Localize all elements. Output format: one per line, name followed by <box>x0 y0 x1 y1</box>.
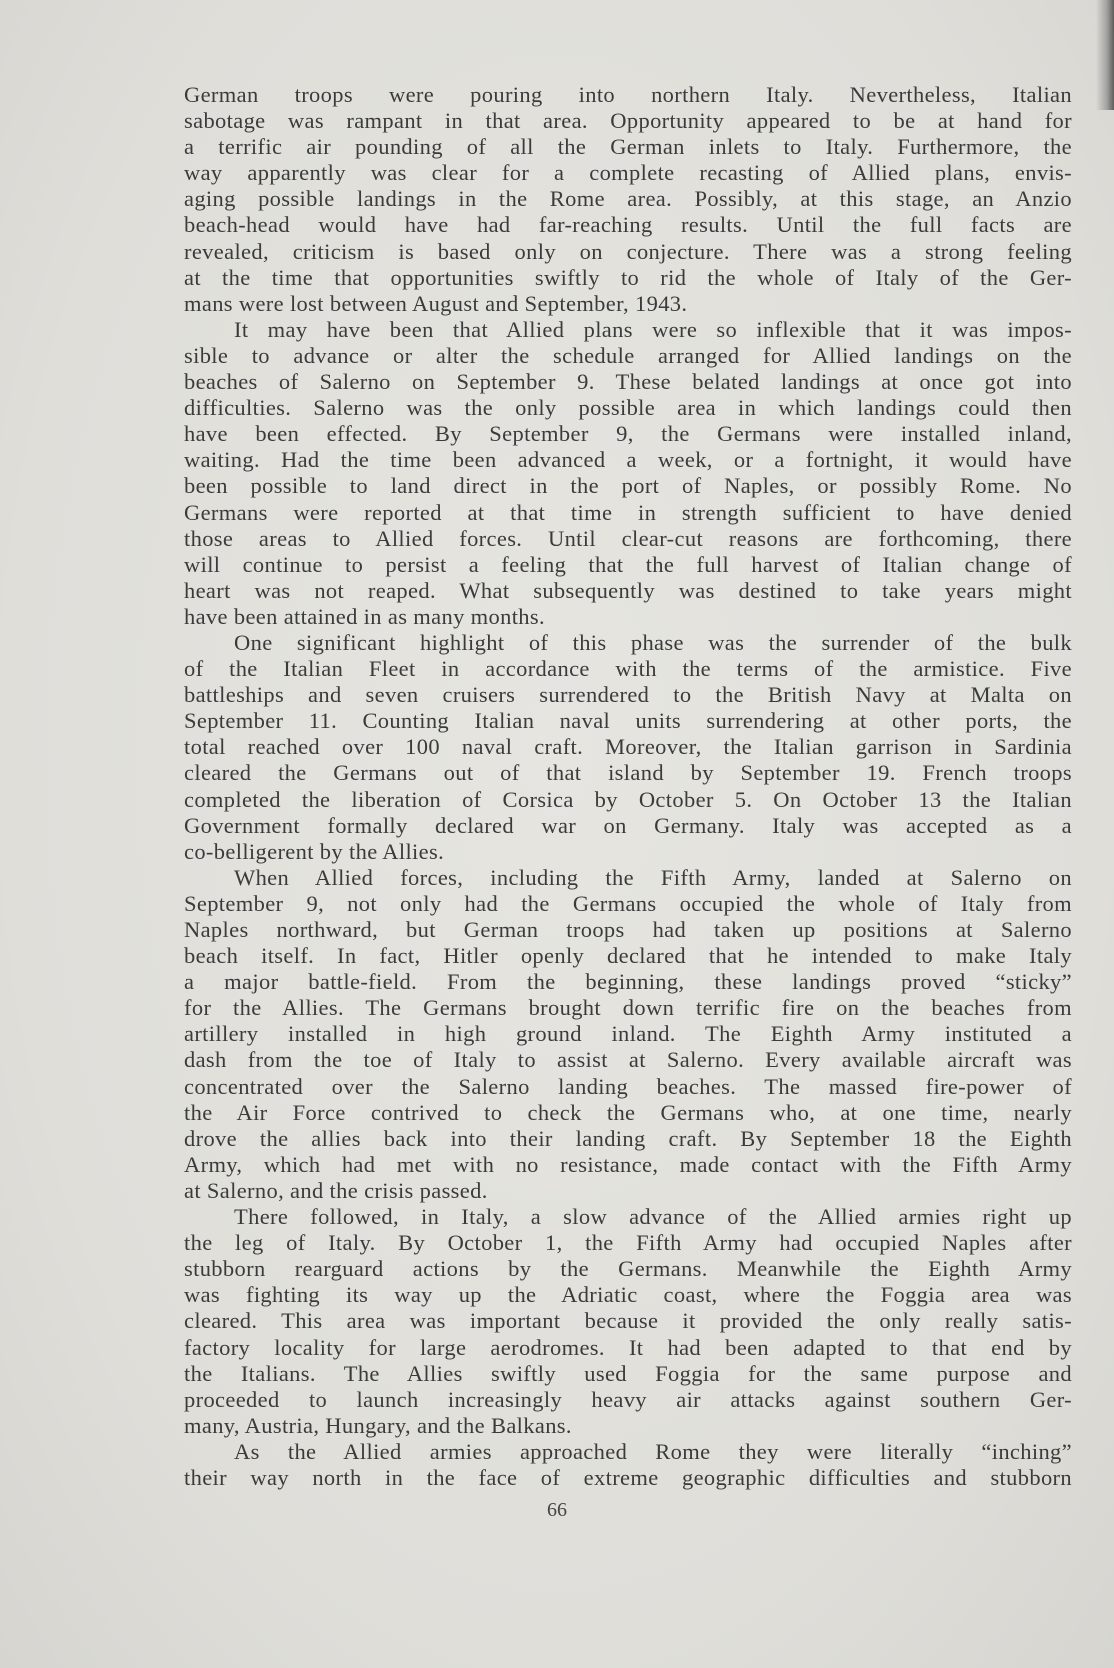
text-line: for the Allies. The Germans brought down terrific fire on the beaches from <box>184 995 1072 1021</box>
text-line: the leg of Italy. By October 1, the Fifth Army had occupied Naples after <box>184 1230 1072 1256</box>
text-line: aging possible landings in the Rome area. Possibly, at this stage, an Anzio <box>184 186 1072 212</box>
text-line: way apparently was clear for a complete recasting of Allied plans, envis- <box>184 160 1072 186</box>
text-line: those areas to Allied forces. Until clear-cut reasons are forthcoming, there <box>184 525 1072 551</box>
text-line: dash from the toe of Italy to assist at Salerno. Every available aircraft was <box>184 1047 1072 1073</box>
text-line: revealed, criticism is based only on conjecture. There was a strong feeling <box>184 238 1072 264</box>
page-number: 66 <box>547 1499 567 1521</box>
text-line: waiting. Had the time been advanced a week, or a fortnight, it would have <box>184 447 1072 473</box>
text-line: Government formally declared war on Germany. Italy was accepted as a <box>184 812 1072 838</box>
text-line: completed the liberation of Corsica by October 5. On October 13 the Italian <box>184 786 1072 812</box>
text-line: at Salerno, and the crisis passed. <box>184 1177 488 1203</box>
text-line: their way north in the face of extreme geographic difficulties and stubborn <box>184 1464 1072 1490</box>
text-line: Naples northward, but German troops had taken up positions at Salerno <box>184 917 1072 942</box>
text-line: many, Austria, Hungary, and the Balkans. <box>184 1412 572 1438</box>
text-line: When Allied forces, including the Fifth Army, landed at Salerno on <box>234 864 1072 890</box>
text-line: mans were lost between August and September, 1943. <box>184 290 688 316</box>
text-line: factory locality for large aerodromes. It had been adapted to that end by <box>184 1334 1072 1360</box>
text-line: beaches of Salerno on September 9. These belated landings at once got into <box>184 369 1072 395</box>
text-line: beach-head would have had far-reaching results. Until the full facts are <box>184 212 1072 238</box>
text-line: drove the allies back into their landing craft. By September 18 the Eighth <box>184 1125 1072 1151</box>
text-line: It may have been that Allied plans were so inflexible that it was impos- <box>234 316 1072 342</box>
text-line: a major battle-field. From the beginning, these landings proved “sticky” <box>184 969 1072 995</box>
text-line: As the Allied armies approached Rome they were literally “inching” <box>234 1438 1072 1464</box>
text-line: the Air Force contrived to check the Germans who, at one time, nearly <box>184 1099 1072 1125</box>
text-line: proceeded to launch increasingly heavy air attacks against southern Ger- <box>184 1386 1072 1412</box>
text-line: One significant highlight of this phase was the surrender of the bulk <box>234 629 1072 655</box>
text-line: cleared the Germans out of that island by September 19. French troops <box>184 760 1072 786</box>
text-line: sible to advance or alter the schedule arranged for Allied landings on the <box>184 342 1072 368</box>
text-line: artillery installed in high ground inland. The Eighth Army instituted a <box>184 1021 1072 1047</box>
text-line: battleships and seven cruisers surrendered to the British Navy at Malta on <box>184 682 1072 708</box>
page-edge-shadow <box>1096 0 1114 110</box>
text-line: concentrated over the Salerno landing beaches. The massed fire-power of <box>184 1073 1072 1099</box>
text-line: stubborn rearguard actions by the Germans. Meanwhile the Eighth Army <box>184 1256 1072 1282</box>
text-line: heart was not reaped. What subsequently was destined to take years might <box>184 577 1072 603</box>
text-line: will continue to persist a feeling that the full harvest of Italian change of <box>184 551 1072 577</box>
text-line: beach itself. In fact, Hitler openly declared that he intended to make Italy <box>184 943 1072 969</box>
text-line: sabotage was rampant in that area. Opportunity appeared to be at hand for <box>184 108 1072 134</box>
text-line: cleared. This area was important because it provided the only really satis- <box>184 1308 1072 1334</box>
text-line: total reached over 100 naval craft. Moreover, the Italian garrison in Sardinia <box>184 734 1072 760</box>
text-line: at the time that opportunities swiftly to rid the whole of Italy of the Ger- <box>184 264 1072 290</box>
text-line: was fighting its way up the Adriatic coast, where the Foggia area was <box>184 1282 1072 1308</box>
text-line: September 11. Counting Italian naval units surrendering at other ports, the <box>184 708 1072 734</box>
body-text <box>184 82 1072 1491</box>
text-line: German troops were pouring into northern Italy. Nevertheless, Italian <box>184 82 1072 107</box>
text-line: have been effected. By September 9, the Germans were installed inland, <box>184 421 1072 447</box>
text-line: Germans were reported at that time in strength sufficient to have denied <box>184 499 1072 525</box>
text-line: been possible to land direct in the port of Naples, or possibly Rome. No <box>184 473 1072 499</box>
text-line: of the Italian Fleet in accordance with the terms of the armistice. Five <box>184 656 1072 682</box>
text-line: have been attained in as many months. <box>184 603 545 629</box>
text-line: September 9, not only had the Germans occupied the whole of Italy from <box>184 890 1072 916</box>
text-line: the Italians. The Allies swiftly used Foggia for the same purpose and <box>184 1360 1072 1386</box>
text-line: difficulties. Salerno was the only possible area in which landings could then <box>184 395 1072 421</box>
text-line: a terrific air pounding of all the German inlets to Italy. Furthermore, the <box>184 134 1072 160</box>
text-line: There followed, in Italy, a slow advance of the Allied armies right up <box>234 1204 1072 1230</box>
text-line: co-belligerent by the Allies. <box>184 838 445 864</box>
text-line: Army, which had met with no resistance, made contact with the Fifth Army <box>184 1151 1072 1177</box>
